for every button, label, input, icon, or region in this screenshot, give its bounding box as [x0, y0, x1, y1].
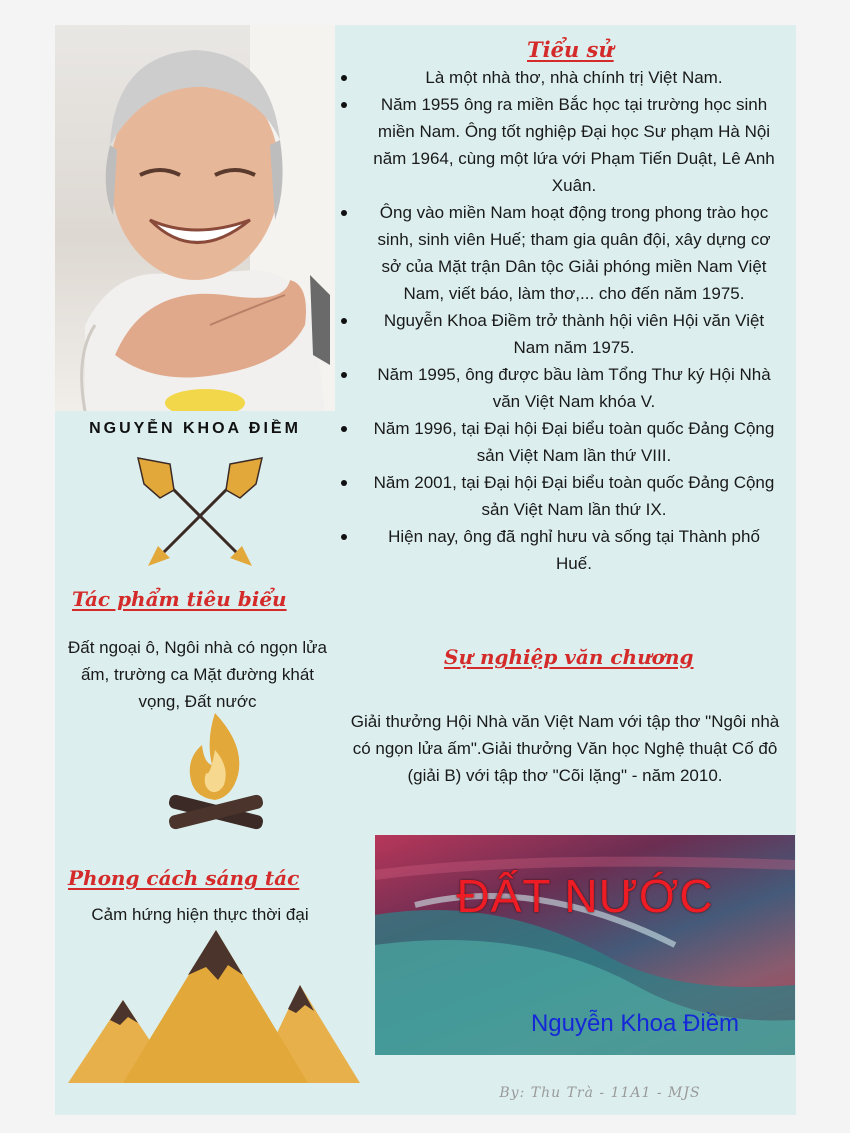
biography-list: [335, 64, 795, 577]
career-title: Sự nghiệp văn chương: [444, 645, 694, 669]
list-item: Nguyễn Khoa Điềm trở thành hội viên Hội văn Việt Nam năm 1975.: [335, 307, 795, 361]
crossed-arrows-icon: [130, 450, 270, 570]
list-item: Năm 1995, ông được bầu làm Tổng Thư ký Hội Nhà văn Việt Nam khóa V.: [335, 361, 795, 415]
career-text: Giải thưởng Hội Nhà văn Việt Nam với tập thơ "Ngôi nhà có ngọn lửa ấm".Giải thưởng Văn học Nghệ thuật Cố đô (giải B) với tập thơ "Cõi lặng" - năm 2010.: [350, 712, 780, 785]
wave-image: [375, 835, 795, 1055]
list-item: Là một nhà thơ, nhà chính trị Việt Nam.: [335, 64, 795, 91]
list-item: Năm 2001, tại Đại hội Đại biểu toàn quốc Đảng Cộng sản Việt Nam lần thứ IX.: [335, 469, 795, 523]
list-item: Hiện nay, ông đã nghỉ hưu và sống tại Thành phố Huế.: [335, 523, 795, 577]
poster-author: Nguyễn Khoa Điềm: [530, 1010, 740, 1037]
mountains-icon: [68, 925, 363, 1085]
list-item: Ông vào miền Nam hoạt động trong phong trào học sinh, sinh viên Huế; tham gia quân đội, xây dựng cơ sở của Mặt trận Dân tộc Giải phóng miền Nam Việt Nam, viết báo, làm thơ,... cho đến năm 1975.: [335, 199, 795, 307]
biography-title: Tiểu sử: [527, 37, 614, 62]
portrait-photo: [55, 25, 335, 411]
list-item: Năm 1955 ông ra miền Bắc học tại trường học sinh miền Nam. Ông tốt nghiệp Đại học Sư phạm Hà Nội năm 1964, cùng một lứa với Phạm Tiến Duật, Lê Anh Xuân.: [335, 91, 795, 199]
style-text: Cảm hứng hiện thực thời đại: [91, 905, 309, 924]
list-item: Năm 1996, tại Đại hội Đại biểu toàn quốc Đảng Cộng sản Việt Nam lần thứ VIII.: [335, 415, 795, 469]
poster-title: ĐẤT NƯỚC: [456, 870, 714, 922]
works-title: Tác phẩm tiêu biểu: [72, 587, 287, 611]
style-title: Phong cách sáng tác: [68, 866, 300, 890]
works-text: Đất ngoại ô, Ngôi nhà có ngọn lửa ấm, trường ca Mặt đường khát vọng, Đất nước: [67, 638, 327, 711]
campfire-icon: [160, 705, 270, 845]
signature: By: Thu Trà - 11A1 - MJS: [499, 1085, 701, 1101]
author-name: NGUYỄN KHOA ĐIỀM: [89, 420, 301, 437]
